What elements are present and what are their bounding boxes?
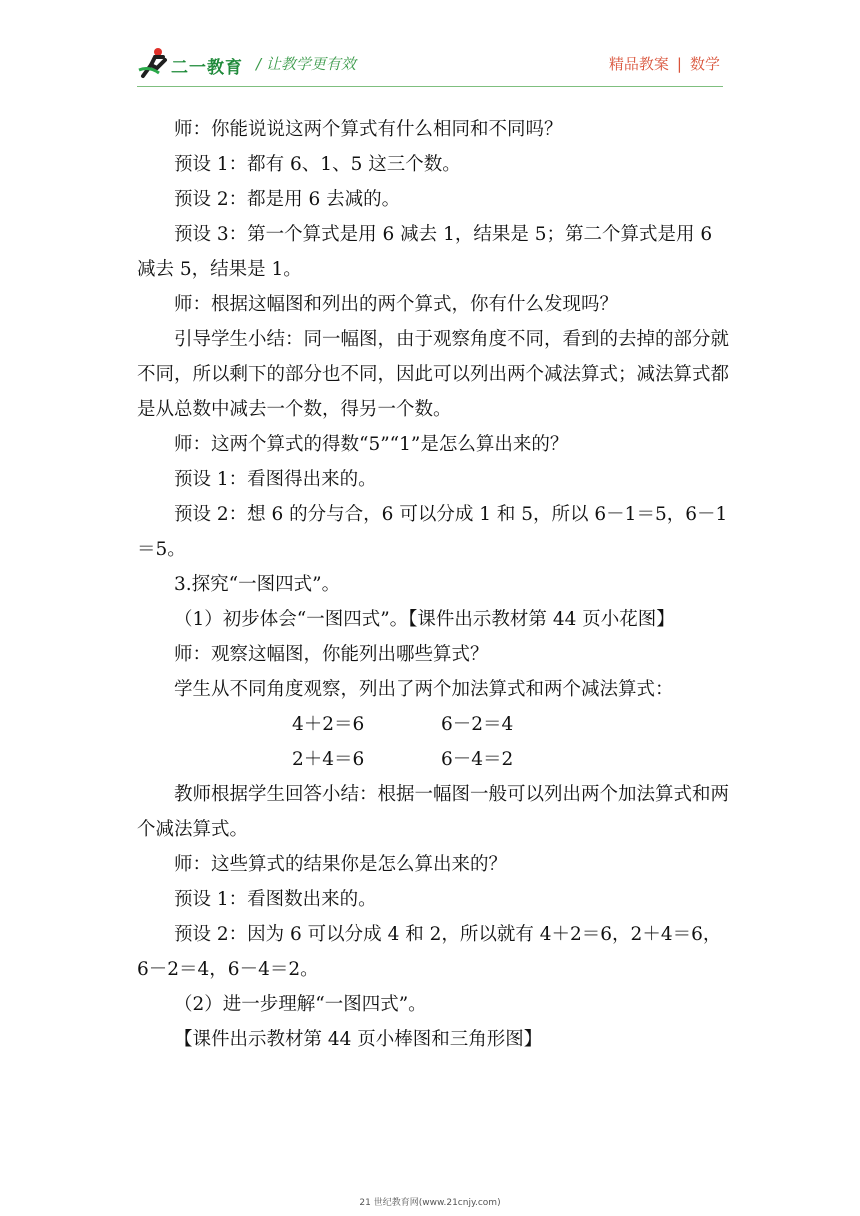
equation-row [137,707,733,742]
paragraph: 预设 2：想 6 的分与合，6 可以分成 1 和 5，所以 6－1＝5，6－1＝5。 [137,504,728,560]
category-label: 精品教案 [608,55,669,73]
paragraph: 师：你能说说这两个算式有什么相同和不同吗？ [174,119,563,140]
paragraph: 学生从不同角度观察，列出了两个加法算式和两个减法算式： [174,679,674,700]
header-separator: | [676,55,682,73]
page-footer: 21 世纪教育网(www.21cnjy.com) [359,1198,501,1208]
page-header [0,0,860,92]
paragraph: 【课件出示教材第 44 页小棒图和三角形图】 [174,1029,543,1050]
paragraph: 引导学生小结：同一幅图，由于观察角度不同，看到的去掉的部分就不同，所以剩下的部分也不同，因此可以列出两个减法算式；减法算式都是从总数中减去一个数，得另一个数。 [137,329,730,420]
logo [137,46,247,80]
subsection-heading: （2）进一步理解“一图四式”。 [174,994,427,1015]
logo-text: 二一教育 [171,58,243,78]
equation: 6－4＝2 [441,749,514,770]
paragraph: 预设 1：看图数出来的。 [174,889,377,910]
header-divider [137,86,723,87]
slogan: / 让教学更有效 [256,55,356,73]
paragraph: 预设 2：因为 6 可以分成 4 和 2，所以就有 4＋2＝6，2＋4＝6，6－2＝4，6－4＝2。 [137,924,722,980]
document-body [137,112,733,1057]
section-heading: 3.探究“一图四式”。 [174,574,341,595]
equation: 4＋2＝6 [292,714,365,735]
paragraph: 师：观察这幅图，你能列出哪些算式？ [174,644,489,665]
paragraph: 预设 3：第一个算式是用 6 减去 1，结果是 5；第二个算式是用 6 减去 5，结果是 1。 [137,224,713,280]
paragraph: 预设 1：都有 6、1、5 这三个数。 [174,154,461,175]
runner-logo-icon [137,46,171,80]
paragraph: 师：这两个算式的得数“5”“1”是怎么算出来的？ [174,434,569,455]
equation: 2＋4＝6 [292,749,365,770]
subsection-heading: （1）初步体会“一图四式”。【课件出示教材第 44 页小花图】 [174,609,675,630]
paragraph: 教师根据学生回答小结：根据一幅图一般可以列出两个加法算式和两个减法算式。 [137,784,730,840]
paragraph: 师：这些算式的结果你是怎么算出来的？ [174,854,508,875]
paragraph: 预设 1：看图得出来的。 [174,469,377,490]
subject-label: 数学 [689,55,720,73]
equation-row [137,742,733,777]
paragraph: 师：根据这幅图和列出的两个算式，你有什么发现吗？ [174,294,619,315]
equation: 6－2＝4 [441,714,514,735]
header-category [609,53,720,74]
paragraph: 预设 2：都是用 6 去减的。 [174,189,401,210]
